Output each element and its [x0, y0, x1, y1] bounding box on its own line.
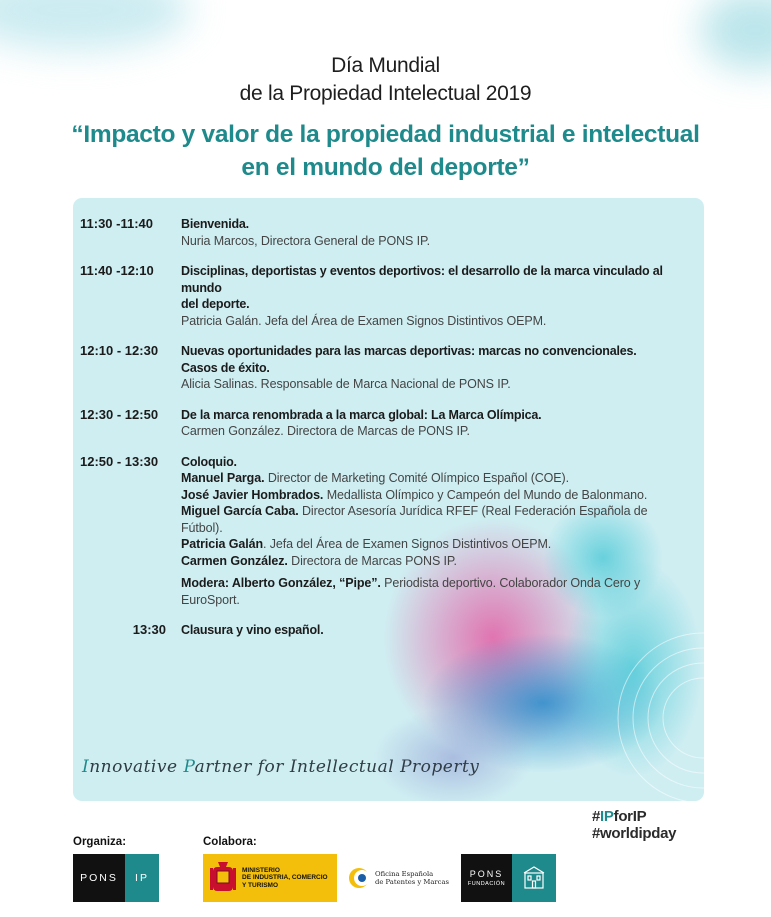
oepm-line2: de Patentes y Marcas: [375, 878, 449, 886]
building-icon: [520, 864, 548, 892]
agenda-topic-line2: Casos de éxito.: [181, 360, 270, 375]
agenda-time: 13:30: [132, 622, 166, 637]
agenda-item-closing: [80, 622, 682, 639]
oepm-circle-icon: [348, 867, 370, 889]
fund-line1: PONS: [469, 869, 504, 879]
pons-fundacion-logo: [461, 854, 556, 902]
panelist: José Javier Hombrados. Medallista Olímpico y Campeón del Mundo de Balonmano.: [181, 487, 648, 502]
oepm-logo: [342, 854, 450, 902]
agenda-topic-line2: del deporte.: [181, 297, 250, 311]
oepm-line1: Oficina Española: [375, 869, 434, 878]
agenda-item-disciplines: [80, 263, 682, 329]
agenda-speaker: Carmen González. Directora de Marcas de PONS IP.: [181, 424, 470, 438]
organiza-label: Organiza:: [73, 836, 127, 848]
agenda-topic: Clausura y vino español.: [181, 623, 324, 637]
agenda-item-colloquium: [80, 454, 682, 609]
agenda-item-welcome: [80, 216, 682, 249]
ministry-line2: DE INDUSTRIA, COMERCIO: [242, 874, 328, 882]
agenda-speaker: Patricia Galán. Jefa del Área de Examen Signos Distintivos OEPM.: [181, 313, 547, 328]
agenda-topic-line1: Nuevas oportunidades para las marcas deportivas: marcas no convencionales.: [181, 344, 637, 358]
header: [0, 52, 771, 184]
splash-top-left: [0, 0, 190, 50]
event-title-line1: Día Mundial: [331, 54, 440, 77]
pons-ip-logo: [73, 854, 159, 902]
pons-logo-text: PONS: [80, 872, 118, 884]
hashtag-worldipday: #worldipday: [592, 825, 677, 842]
main-title-line2: en el mundo del deporte”: [241, 154, 530, 181]
panelist: Miguel García Caba. Director Asesoría Jurídica RFEF (Real Federación Española de Fútbol).: [181, 504, 648, 535]
spain-crest-icon: [209, 859, 237, 897]
panelist: Carmen González. Directora de Marcas PONS IP.: [181, 553, 457, 568]
agenda-time: 11:30 -11:40: [80, 216, 154, 231]
agenda-topic: De la marca renombrada a la marca global: La Marca Olímpica.: [181, 407, 542, 422]
slogan: Innovative Partner for Intellectual Property: [82, 757, 480, 777]
agenda-time: 12:50 - 13:30: [80, 453, 159, 469]
fund-line2: FUNDACIÓN: [467, 881, 506, 887]
ip-logo-text: IP: [125, 854, 159, 902]
agenda-item-opportunities: [80, 343, 682, 393]
agenda-item-olympic-brand: [80, 407, 682, 440]
agenda-time: 12:30 - 12:50: [80, 406, 159, 422]
hashtag-ipforip: #IPforIP: [592, 808, 647, 825]
ministry-line1: MINISTERIO: [242, 866, 280, 874]
agenda-topic: Bienvenida.: [181, 217, 249, 231]
agenda-speaker: Alicia Salinas. Responsable de Marca Nacional de PONS IP.: [181, 377, 511, 391]
hashtags: [592, 808, 676, 842]
panelist: Patricia Galán. Jefa del Área de Examen Signos Distintivos OEPM.: [181, 537, 552, 551]
colabora-label: Colabora:: [203, 836, 257, 848]
event-title-line2: de la Propiedad Intelectual 2019: [239, 82, 532, 105]
ministry-line3: Y TURISMO: [242, 881, 278, 889]
main-title: [0, 118, 771, 184]
agenda-time: 12:10 - 12:30: [80, 343, 159, 358]
moderator-line2: EuroSport.: [181, 592, 240, 607]
agenda-speaker: Nuria Marcos, Directora General de PONS IP.: [181, 233, 431, 248]
agenda-time: 11:40 -12:10: [80, 263, 154, 278]
panelist: Manuel Parga. Director de Marketing Comité Olímpico Español (COE).: [181, 471, 569, 485]
moderator: Modera: Alberto González, “Pipe”. Periodista deportivo. Colaborador Onda Cero y: [181, 576, 641, 590]
main-title-line1: “Impacto y valor de la propiedad industrial e intelectual: [71, 121, 700, 148]
agenda-topic: Coloquio.: [181, 454, 237, 469]
ministry-logo: [203, 854, 337, 902]
agenda-list: [80, 216, 682, 639]
agenda-topic-line1: Disciplinas, deportistas y eventos deportivos: el desarrollo de la marca vinculado al mundo: [181, 264, 663, 295]
